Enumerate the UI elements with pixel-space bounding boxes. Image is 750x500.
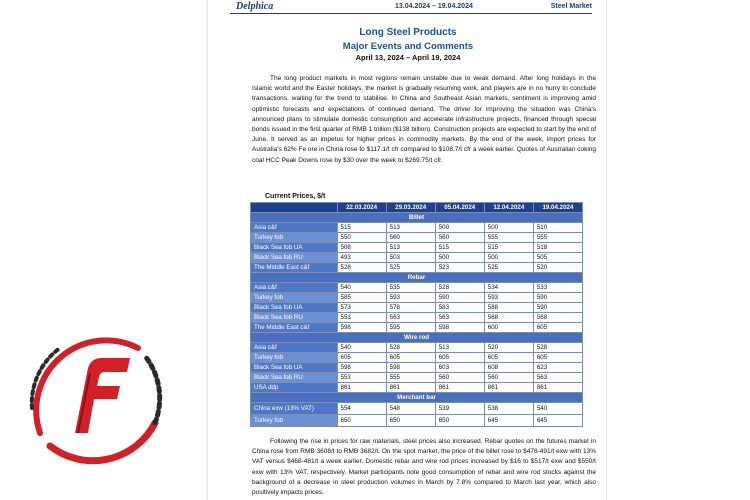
price-cell: 861	[337, 383, 386, 393]
page-header	[230, 0, 592, 14]
price-cell: 650	[337, 415, 386, 427]
row-label: Black Sea fob RU	[251, 373, 338, 383]
row-label: Black Sea fob RU	[251, 313, 338, 323]
table-row	[251, 383, 583, 393]
table-row	[251, 363, 583, 373]
article-period: April 13, 2024 – April 19, 2024	[355, 53, 461, 62]
price-cell: 605	[337, 353, 386, 363]
price-cell: 548	[386, 403, 435, 415]
table-row	[251, 415, 583, 427]
price-cell: 515	[484, 243, 533, 253]
price-cell: 528	[337, 263, 386, 273]
price-cell: 605	[533, 323, 582, 333]
price-cell: 568	[533, 313, 582, 323]
table-body	[251, 213, 583, 427]
price-cell: 555	[533, 233, 582, 243]
table-group-row	[251, 393, 583, 403]
price-cell: 598	[337, 363, 386, 373]
price-cell: 510	[533, 223, 582, 233]
row-label: Black Sea fob UA	[251, 363, 338, 373]
price-cell: 533	[533, 283, 582, 293]
price-cell: 585	[337, 293, 386, 303]
header-dates: 13.04.2024 – 19.04.2024	[395, 3, 473, 10]
price-cell: 515	[337, 223, 386, 233]
price-cell: 861	[484, 383, 533, 393]
price-cell: 505	[533, 253, 582, 263]
price-cell: 623	[533, 363, 582, 373]
price-cell: 600	[484, 323, 533, 333]
price-cell: 540	[337, 283, 386, 293]
price-cell: 500	[435, 223, 484, 233]
price-cell: 593	[386, 293, 435, 303]
table-row	[251, 243, 583, 253]
price-cell: 861	[435, 383, 484, 393]
price-cell: 861	[386, 383, 435, 393]
price-cell: 525	[386, 263, 435, 273]
column-header: 19.04.2024	[533, 203, 582, 213]
article-title: Long Steel Products	[359, 27, 457, 38]
table-row	[251, 283, 583, 293]
price-cell: 560	[435, 233, 484, 243]
row-label: Turkey fob	[251, 415, 338, 427]
price-cell: 605	[533, 353, 582, 363]
price-cell: 568	[484, 313, 533, 323]
table-group-label: Rebar	[251, 273, 583, 283]
price-cell: 555	[484, 233, 533, 243]
column-header: 12.04.2024	[484, 203, 533, 213]
document-page	[207, 0, 607, 500]
row-label: Black Sea fob UA	[251, 243, 338, 253]
price-cell: 520	[533, 263, 582, 273]
price-cell: 593	[484, 293, 533, 303]
price-cell: 513	[435, 343, 484, 353]
price-cell: 538	[484, 403, 533, 415]
table-caption: Current Prices, $/t	[265, 193, 326, 200]
table-row	[251, 313, 583, 323]
price-cell: 528	[435, 283, 484, 293]
table-group-label: Wire rod	[251, 333, 583, 343]
column-header: 05.04.2024	[435, 203, 484, 213]
price-cell: 590	[533, 293, 582, 303]
price-cell: 539	[435, 403, 484, 415]
price-cell: 500	[484, 223, 533, 233]
price-cell: 605	[386, 353, 435, 363]
price-cell: 563	[435, 313, 484, 323]
price-cell: 554	[337, 403, 386, 415]
price-cell: 508	[337, 243, 386, 253]
price-cell: 650	[435, 415, 484, 427]
header-section: Steel Market	[550, 3, 592, 10]
row-label: Asia c&f	[251, 223, 338, 233]
price-table	[250, 202, 583, 427]
price-cell: 560	[484, 373, 533, 383]
table-row	[251, 293, 583, 303]
table-group-row	[251, 273, 583, 283]
price-cell: 583	[435, 303, 484, 313]
price-cell: 515	[435, 243, 484, 253]
row-label: China exw (13% VAT)	[251, 403, 338, 415]
table-group-label: Billet	[251, 213, 583, 223]
table-row	[251, 403, 583, 415]
price-cell: 650	[386, 415, 435, 427]
price-cell: 861	[533, 383, 582, 393]
row-label: Turkey fob	[251, 293, 338, 303]
price-cell: 605	[484, 353, 533, 363]
price-cell: 560	[386, 233, 435, 243]
price-cell: 523	[435, 263, 484, 273]
row-label: The Middle East c&f	[251, 323, 338, 333]
row-label: Turkey fob	[251, 233, 338, 243]
table-group-row	[251, 213, 583, 223]
price-cell: 503	[386, 253, 435, 263]
row-label: Asia c&f	[251, 343, 338, 353]
price-cell: 518	[533, 243, 582, 253]
price-cell: 598	[337, 323, 386, 333]
price-cell: 528	[533, 343, 582, 353]
price-cell: 598	[386, 363, 435, 373]
table-header-row	[251, 203, 583, 213]
price-cell: 528	[386, 343, 435, 353]
table-row	[251, 353, 583, 363]
price-cell: 540	[337, 343, 386, 353]
table-row	[251, 253, 583, 263]
price-cell: 590	[533, 303, 582, 313]
header-logo: Delphica	[236, 1, 274, 12]
price-cell: 578	[386, 303, 435, 313]
price-cell: 525	[484, 263, 533, 273]
table-group-row	[251, 333, 583, 343]
price-cell: 560	[435, 373, 484, 383]
price-cell: 493	[337, 253, 386, 263]
price-cell: 520	[484, 343, 533, 353]
column-header: 22.03.2024	[337, 203, 386, 213]
price-cell: 563	[386, 313, 435, 323]
table-row	[251, 223, 583, 233]
price-cell: 513	[386, 223, 435, 233]
table-row	[251, 323, 583, 333]
price-cell: 555	[386, 373, 435, 383]
price-cell: 535	[386, 283, 435, 293]
table-row	[251, 343, 583, 353]
price-cell: 553	[337, 373, 386, 383]
price-cell: 598	[435, 323, 484, 333]
row-label: The Middle East c&f	[251, 263, 338, 273]
paragraph-intro: The long product markets in most regions remain unstable due to weak demand. After long holidays in the Islamic world and the Easter holidays, the market is gradually resuming work, and players are in no hurry to conclude transactions, waiting for the trend to stabilise. In China and Southeast Asian markets, sentiment is improving amid optimistic forecasts and expectations of continued demand. The driver for improving the situation was China's announced plans to stimulate domestic consumption and accelerate infrastructure projects, financed through special bonds issued in the first quarter of RMB 1 trillion ($138 billion). Construction projects are expected to start by the end of June. It served as an impetus for higher prices in commodity markets. By the end of the week, import prices for Australia's 62% Fe ore in China rose to $117.1/t cfr compared to $108.7/t cfr a week earlier. Quotes of Australian coking coal HCC Peak Downs rose by $30 over the week to $269.75/t cfr.	[252, 75, 596, 164]
price-cell: 573	[337, 303, 386, 313]
row-label: Turkey fob	[251, 353, 338, 363]
price-cell: 534	[484, 283, 533, 293]
price-cell: 590	[435, 293, 484, 303]
price-cell: 500	[484, 253, 533, 263]
f-logo-icon	[20, 318, 170, 473]
price-cell: 605	[435, 353, 484, 363]
row-label: Asia c&f	[251, 283, 338, 293]
price-cell: 563	[533, 373, 582, 383]
price-cell: 588	[484, 303, 533, 313]
table-row	[251, 263, 583, 273]
column-header: 29.03.2024	[386, 203, 435, 213]
table-corner	[251, 203, 338, 213]
table-group-label: Merchant bar	[251, 393, 583, 403]
table-row	[251, 233, 583, 243]
row-label: Black Sea fob RU	[251, 253, 338, 263]
price-cell: 500	[435, 253, 484, 263]
price-cell: 540	[533, 403, 582, 415]
price-cell: 553	[337, 313, 386, 323]
price-cell: 645	[533, 415, 582, 427]
price-cell: 603	[435, 363, 484, 373]
row-label: Black Sea fob UA	[251, 303, 338, 313]
table-row	[251, 303, 583, 313]
price-cell: 595	[386, 323, 435, 333]
paragraph-prices: Following the rise in prices for raw materials, steel prices also increased. Rebar quotes on the futures market in China rose from RMB 3608/t to RMB 3682/t. On the spot market, the price of the billet rose to $478-491/t exw with 13% VAT versus $468-481/t a week earlier. Domestic rebar and wire rod prices increased by $16 to $517/t exw and $550/t exw with 13% VAT, respectively. Market participants note good consumption of rebar and wire rod stocks against the background of a decrease in steel production volumes in March by 7.8% compared to March last year, which also positively impacts prices.	[252, 438, 596, 497]
table-row	[251, 373, 583, 383]
row-label: USA ddp	[251, 383, 338, 393]
article-subtitle: Major Events and Comments	[342, 41, 474, 52]
price-cell: 550	[337, 233, 386, 243]
price-cell: 608	[484, 363, 533, 373]
price-cell: 513	[386, 243, 435, 253]
price-cell: 645	[484, 415, 533, 427]
